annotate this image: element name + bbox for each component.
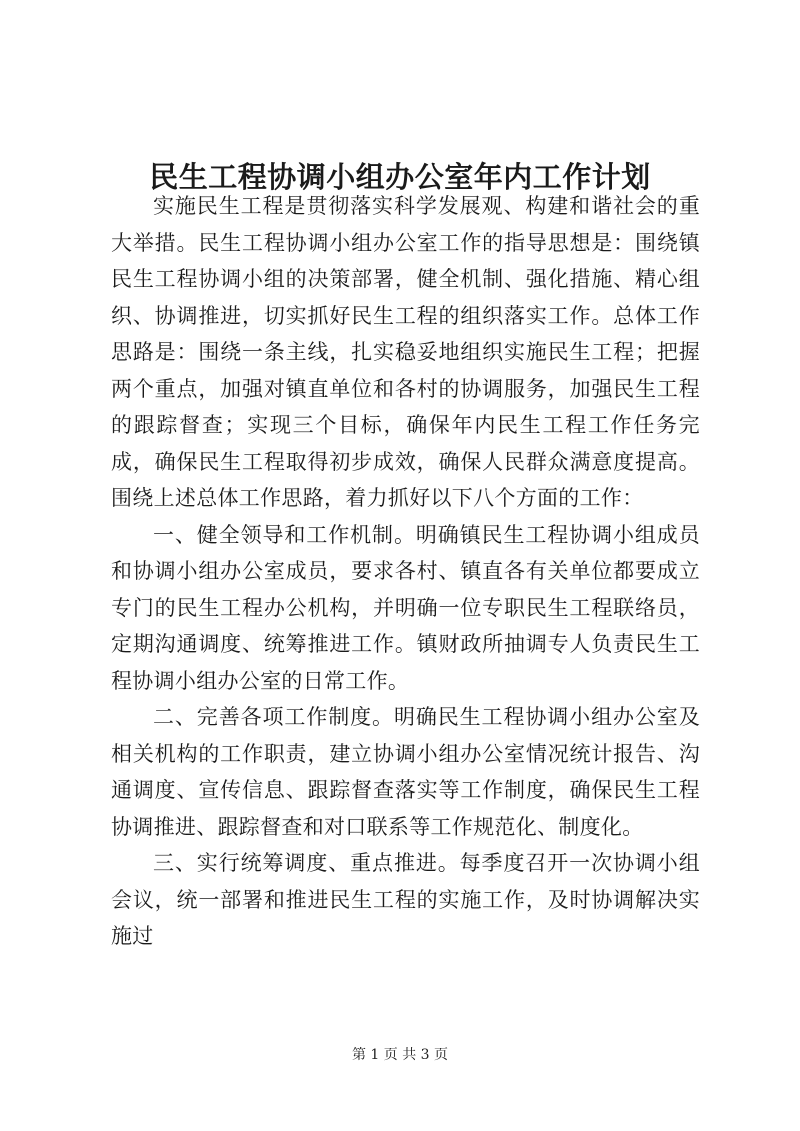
paragraph-section-1: 一、健全领导和工作机制。明确镇民生工程协调小组成员和协调小组办公室成员，要求各村、镇直各有关单位都要成立专门的民生工程办公机构，并明确一位专职民生工程联络员，定期沟通调度、统筹推进工作。镇财政所抽调专人负责民生工程协调小组办公室的日常工作。 <box>111 522 700 693</box>
paragraph-section-3: 三、实行统筹调度、重点推进。每季度召开一次协调小组会议，统一部署和推进民生工程的实施工作，及时协调解决实施过 <box>111 851 700 948</box>
paragraph-section-2: 二、完善各项工作制度。明确民生工程协调小组办公室及相关机构的工作职责，建立协调小组办公室情况统计报告、沟通调度、宣传信息、跟踪督查落实等工作制度，确保民生工程协调推进、跟踪督查和对口联系等工作规范化、制度化。 <box>111 705 700 839</box>
document-body <box>111 188 700 955</box>
document-title: 民生工程协调小组办公室年内工作计划 <box>149 160 651 195</box>
paragraph-intro: 实施民生工程是贯彻落实科学发展观、构建和谐社会的重大举措。民生工程协调小组办公室工作的指导思想是：围绕镇民生工程协调小组的决策部署，健全机制、强化措施、精心组织、协调推进，切实抓好民生工程的组织落实工作。总体工作思路是：围绕一条主线，扎实稳妥地组织实施民生工程；把握两个重点，加强对镇直单位和各村的协调服务，加强民生工程的跟踪督查；实现三个目标，确保年内民生工程工作任务完成，确保民生工程取得初步成效，确保人民群众满意度提高。围绕上述总体工作思路，着力抓好以下八个方面的工作： <box>111 194 700 510</box>
page-footer: 第 1 页 共 3 页 <box>351 1047 449 1063</box>
